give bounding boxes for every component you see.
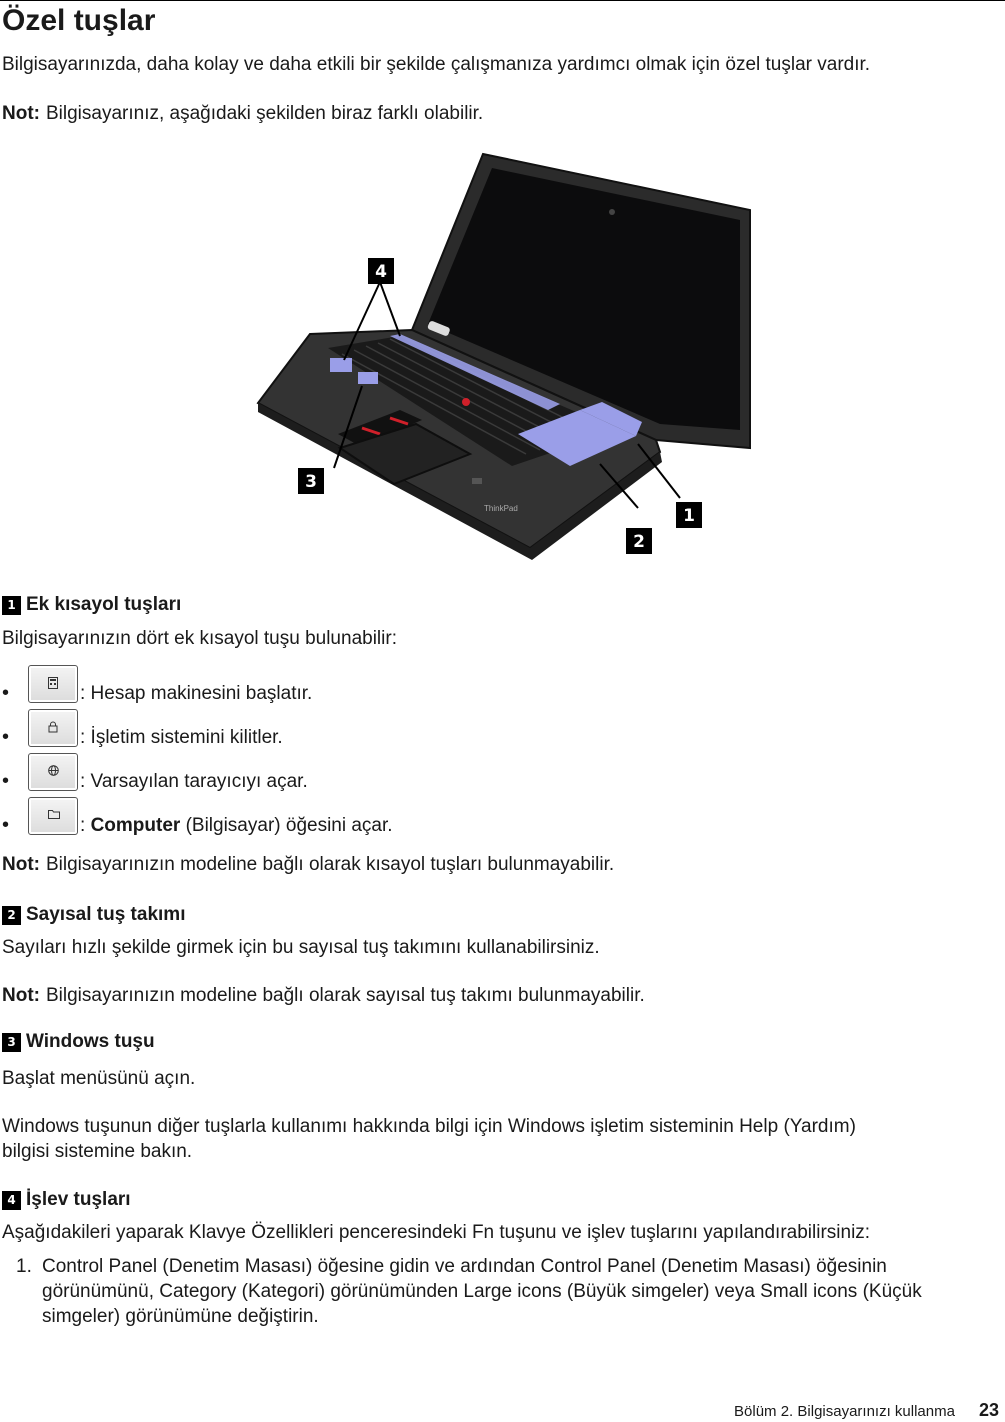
section-heading-4 [2,1189,131,1211]
lock-icon [28,709,78,747]
bullet-text: : İşletim sistemini kilitler. [80,727,283,748]
step-text: Control Panel (Denetim Masası) öğesine gidin ve ardından Control Panel (Denetim Masası) öğesinin görünümünü, Category (Kategori) görünümünden Large icons (Büyük simgeler) veya Small icons (Küçük simgeler) görünümüne değiştirin. [42,1256,922,1327]
bullet-icon: • [2,770,10,792]
section-number-badge: 4 [2,1191,21,1210]
note-label: Not: [2,103,40,124]
section-heading-text: Ek kısayol tuşları [26,594,182,615]
webcam-icon [609,209,615,215]
computer-term: Computer [90,815,181,836]
section-4-body: Aşağıdakileri yaparak Klavye Özellikleri penceresindeki Fn tuşunu ve işlev tuşlarını yapılandırabilirsiniz: [2,1222,871,1243]
section-3-body: Başlat menüsünü açın. [2,1068,196,1089]
section-2-body: Sayıları hızlı şekilde girmek için bu sayısal tuş takımını kullanabilirsiniz. [2,937,600,958]
figure-note [2,101,483,126]
page-title: Özel tuşlar [2,4,156,37]
section-heading-3 [2,1031,155,1053]
note-text: Bilgisayarınız, aşağıdaki şekilden biraz farklı olabilir. [45,103,484,124]
section-1-body: Bilgisayarınızın dört ek kısayol tuşu bulunabilir: [2,628,397,649]
bullet-icon: • [2,814,10,836]
numpad-note [2,983,645,1008]
top-rule [0,0,1005,1]
windows-key-highlight [358,372,378,384]
trackpoint [462,398,470,406]
page-number: 23 [978,1400,999,1420]
section-heading-2 [2,904,185,926]
section-heading-text: İşlev tuşları [26,1189,131,1210]
section-number-badge: 3 [2,1033,21,1052]
bullet-text: : Varsayılan tarayıcıyı açar. [80,771,308,792]
list-item [2,706,283,750]
callout-label-3: 3 [305,472,317,492]
list-item [2,750,308,794]
callout-label-1: 1 [683,506,695,526]
note-label: Not: [2,854,40,875]
bullet-suffix: (Bilgisayar) öğesini açar. [180,815,393,836]
section-3-body-2-line-1: Windows tuşunun diğer tuşlarla kullanımı hakkında bilgi için Windows işletim sisteminin Help (Yardım) [2,1116,856,1137]
callout-label-2: 2 [633,532,645,552]
bullet-text [80,813,393,838]
fingerprint-reader [472,478,482,484]
page-footer [734,1400,999,1421]
fn-key-highlight [330,358,352,372]
section-number-badge: 1 [2,596,21,615]
section-number-badge: 2 [2,906,21,925]
numbered-step [16,1254,1002,1329]
globe-icon [28,753,78,791]
callout-label-4: 4 [375,262,387,282]
note-label: Not: [2,985,40,1006]
list-item [2,662,312,706]
intro-paragraph: Bilgisayarınızda, daha kolay ve daha etkili bir şekilde çalışmanıza yardımcı olmak için özel tuşlar vardır. [2,54,871,75]
calculator-icon [28,665,78,703]
folder-icon [28,797,78,835]
bullet-text: : Hesap makinesini başlatır. [80,683,313,704]
section-heading-text: Sayısal tuş takımı [26,904,186,925]
bullet-prefix: : [80,815,91,836]
bullet-icon: • [2,682,10,704]
section-3-body-2-line-2: bilgisi sistemine bakın. [2,1141,193,1162]
bullet-icon: • [2,726,10,748]
section-heading-1 [2,594,181,616]
step-number: 1. [16,1256,32,1277]
list-item [2,794,393,838]
laptop-illustration [250,148,760,568]
brand-label: ThinkPad [484,504,518,513]
hotkeys-note [2,852,614,877]
note-text: Bilgisayarınızın modeline bağlı olarak kısayol tuşları bulunmayabilir. [45,854,615,875]
note-text: Bilgisayarınızın modeline bağlı olarak sayısal tuş takımı bulunmayabilir. [45,985,645,1006]
section-heading-text: Windows tuşu [26,1031,155,1052]
chapter-label: Bölüm 2. Bilgisayarınızı kullanma [734,1403,955,1420]
